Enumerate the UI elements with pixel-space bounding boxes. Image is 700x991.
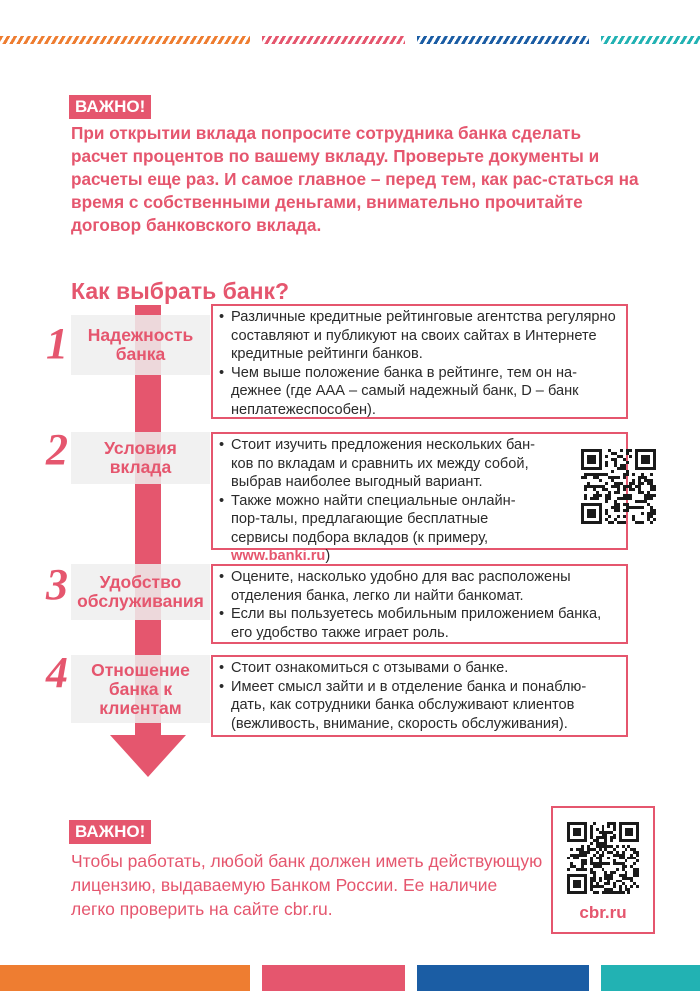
bullet-item: • Чем выше положение банка в рейтинге, тем он на-дежнее (где ААА – самый надежный банк, D – банк неплатежеспособен).: [219, 364, 620, 420]
bullet-item: • Стоит ознакомиться с отзывами о банке.: [219, 659, 620, 678]
qr-code-icon: [567, 822, 639, 894]
step-box-convenience: [211, 564, 628, 644]
banki-link[interactable]: www.banki.ru: [231, 548, 326, 564]
step-box-conditions: [211, 432, 628, 564]
section-title: Как выбрать банк?: [71, 278, 290, 304]
qr-code-icon: [581, 449, 656, 524]
top-stripe-teal: [601, 36, 700, 44]
bullet-item: • Оцените, насколько удобно для вас расположены отделения банка, легко ли найти банкомат.: [219, 568, 620, 605]
step-label-convenience: Удобство обслуживания: [71, 564, 210, 620]
step-number-2: 2: [46, 425, 68, 474]
bullet-item: • Имеет смысл зайти и в отделение банка и понаблю-дать, как сотрудники банка обслуживают клиентов (вежливость, внимание, скорость обслуживания).: [219, 678, 620, 734]
important-badge: ВАЖНО!: [69, 95, 151, 119]
step-box-reliability: [211, 304, 628, 419]
step-number-4: 4: [46, 648, 68, 697]
bottom-bar-teal: [601, 965, 700, 991]
step-label-attitude: Отношение банка к клиентам: [71, 655, 210, 723]
bullet-item: • Стоит изучить предложения нескольких бан-ков по вкладам и сравнить их между собой, выбрав наиболее выгодный вариант.: [219, 436, 536, 492]
bullet-item: • Если вы пользуетесь мобильным приложением банка, его удобство также играет роль.: [219, 605, 620, 642]
bullet-item: • Различные кредитные рейтинговые агентства регулярно составляют и публикуют на своих сайтах в Интернете кредитные рейтинги банков.: [219, 308, 620, 364]
step-label-conditions: Условия вклада: [71, 432, 210, 484]
bottom-bar-blue: [417, 965, 589, 991]
bullet-item: • Также можно найти специальные онлайн-пор-талы, предлагающие бесплатные сервисы подбора вкладов (к примеру, www.banki.ru): [219, 492, 536, 566]
top-stripe-orange: [0, 36, 250, 44]
top-stripe-pink: [262, 36, 405, 44]
step-box-attitude: [211, 655, 628, 737]
arrow-down-icon: [110, 735, 186, 777]
bottom-bar-pink: [262, 965, 405, 991]
top-stripe-blue: [417, 36, 589, 44]
license-badge: ВАЖНО!: [69, 820, 151, 844]
license-text: Чтобы работать, любой банк должен иметь действующую лицензию, выдаваемую Банком России. Ее наличие легко проверить на сайте cbr.ru.: [71, 851, 543, 919]
important-text: При открытии вклада попросите сотрудника банка сделать расчет процентов по вашему вкладу. Проверьте документы и расчеты еще раз. И самое главное – перед тем, как рас-статься на время с собственными деньгами, внимательно прочитайте договор банковского вклада.: [71, 123, 639, 235]
cbr-link[interactable]: cbr.ru: [579, 903, 627, 922]
step-label-reliability: Надежность банка: [71, 315, 210, 375]
step-number-3: 3: [46, 560, 68, 609]
bottom-bar-orange: [0, 965, 250, 991]
step-number-1: 1: [46, 319, 68, 368]
